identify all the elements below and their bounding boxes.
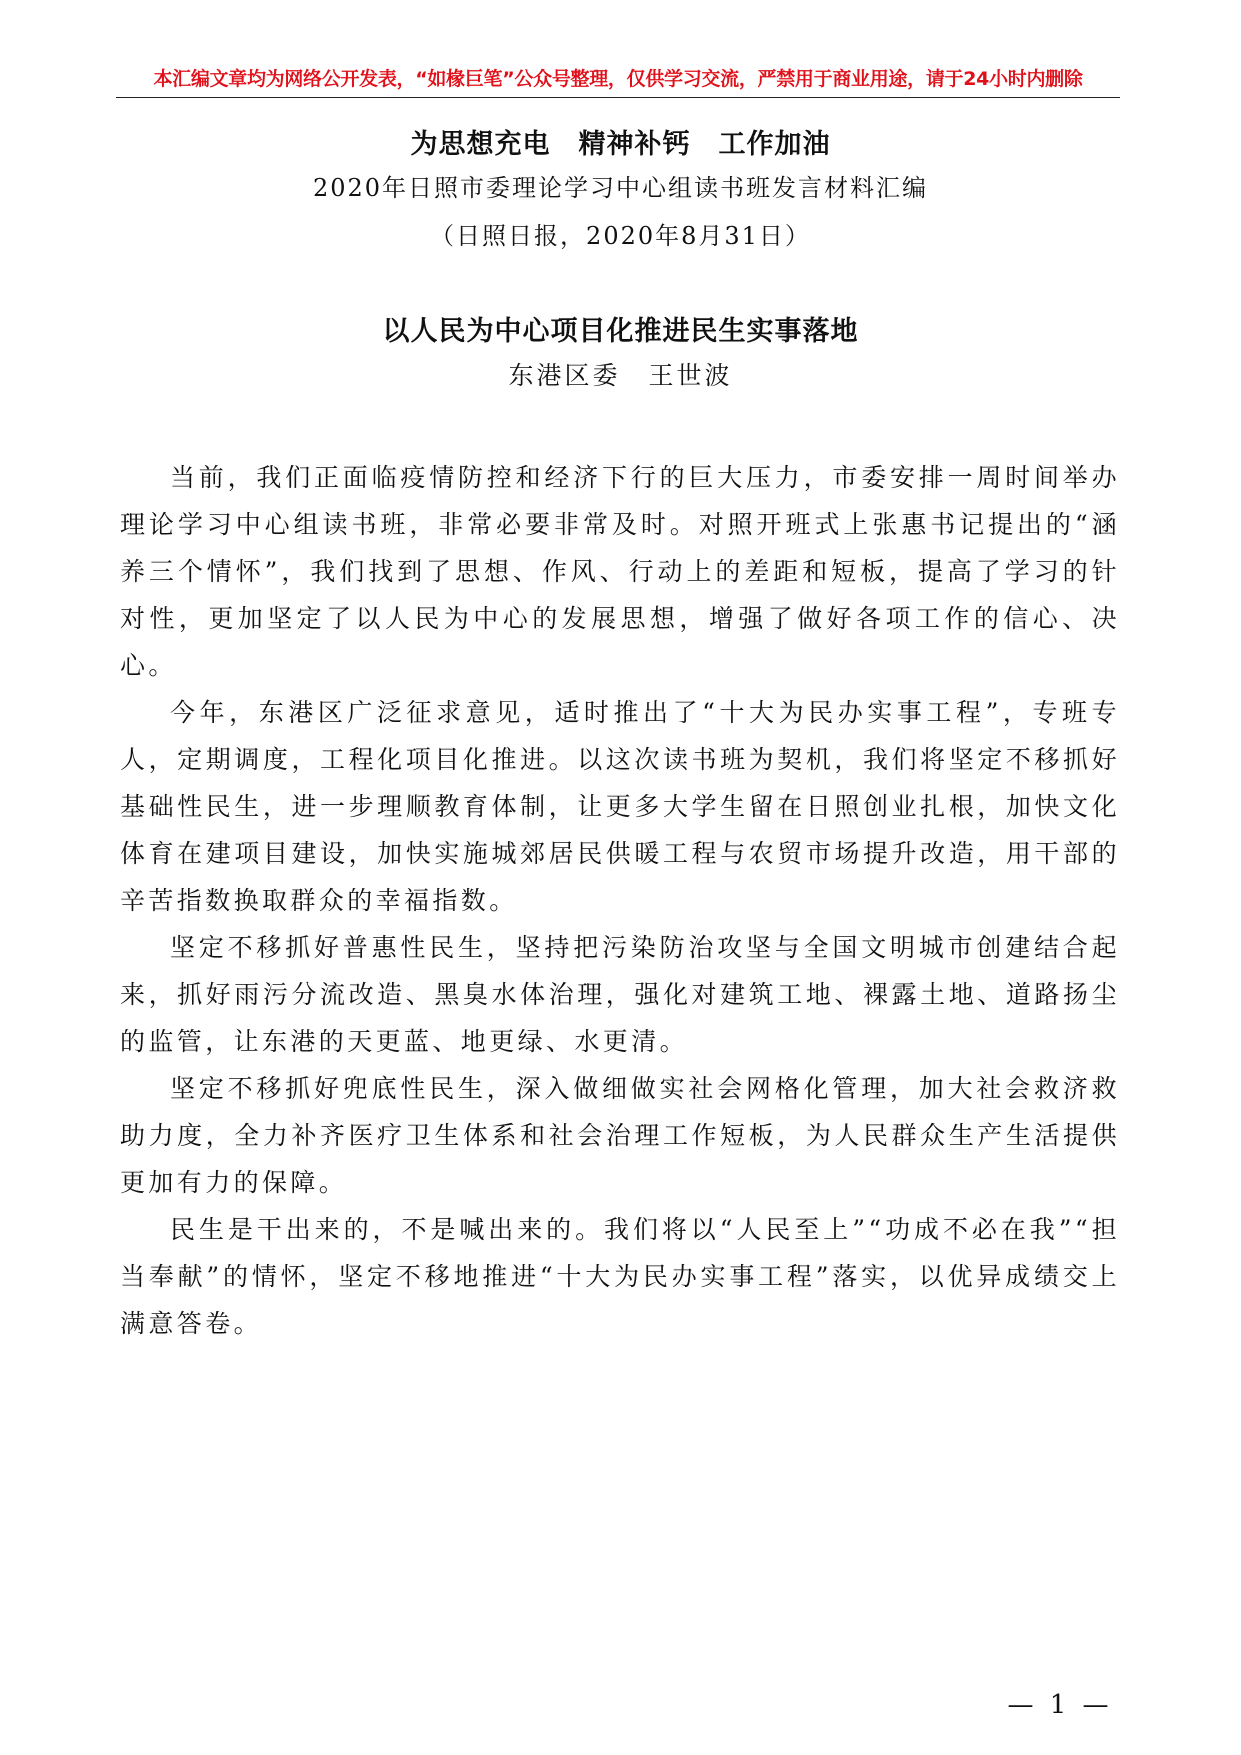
copyright-notice: 本汇编文章均为网络公开发表，“如椽巨笔”公众号整理，仅供学习交流，严禁用于商业用途，请于24小时内删除 xyxy=(153,68,1083,90)
series-subtitle: 2020年日照市委理论学习中心组读书班发言材料汇编 xyxy=(312,174,929,202)
paragraph: 今年，东港区广泛征求意见，适时推出了“十大为民办实事工程”，专班专人，定期调度，工程化项目化推进。以这次读书班为契机，我们将坚定不移抓好基础性民生，进一步理顺教育体制，让更多大学生留在日照创业扎根，加快文化体育在建项目建设，加快实施城郊居民供暖工程与农贸市场提升改造，用干部的辛苦指数换取群众的幸福指数。 xyxy=(120,698,1120,915)
paragraph: 坚定不移抓好普惠性民生，坚持把污染防治攻坚与全国文明城市创建结合起来，抓好雨污分流改造、黑臭水体治理，强化对建筑工地、裸露土地、道路扬尘的监管，让东港的天更蓝、地更绿、水更清。 xyxy=(120,933,1120,1056)
article-author: 东港区委 王世波 xyxy=(508,361,733,390)
paragraph: 民生是干出来的，不是喊出来的。我们将以“人民至上”“功成不必在我”“担当奉献”的情怀，坚定不移地推进“十大为民办实事工程”落实，以优异成绩交上满意答卷。 xyxy=(120,1215,1120,1338)
source-line: （日照日报，2020年8月31日） xyxy=(430,222,811,250)
paragraph: 坚定不移抓好兜底性民生，深入做细做实社会网格化管理，加大社会救济救助力度，全力补齐医疗卫生体系和社会治理工作短板，为人民群众生产生活提供更加有力的保障。 xyxy=(120,1074,1120,1197)
paragraph: 当前，我们正面临疫情防控和经济下行的巨大压力，市委安排一周时间举办理论学习中心组读书班，非常必要非常及时。对照开班式上张惠书记提出的“涵养三个情怀”，我们找到了思想、作风、行动上的差距和短板，提高了学习的针对性，更加坚定了以人民为中心的发展思想，增强了做好各项工作的信心、决心。 xyxy=(120,463,1120,680)
series-title: 为思想充电 精神补钙 工作加油 xyxy=(410,129,831,160)
header-divider xyxy=(116,97,1120,98)
article-body xyxy=(120,454,1120,1347)
page-number: — 1 — xyxy=(1007,1690,1113,1720)
article-title: 以人民为中心项目化推进民生实事落地 xyxy=(382,316,859,347)
